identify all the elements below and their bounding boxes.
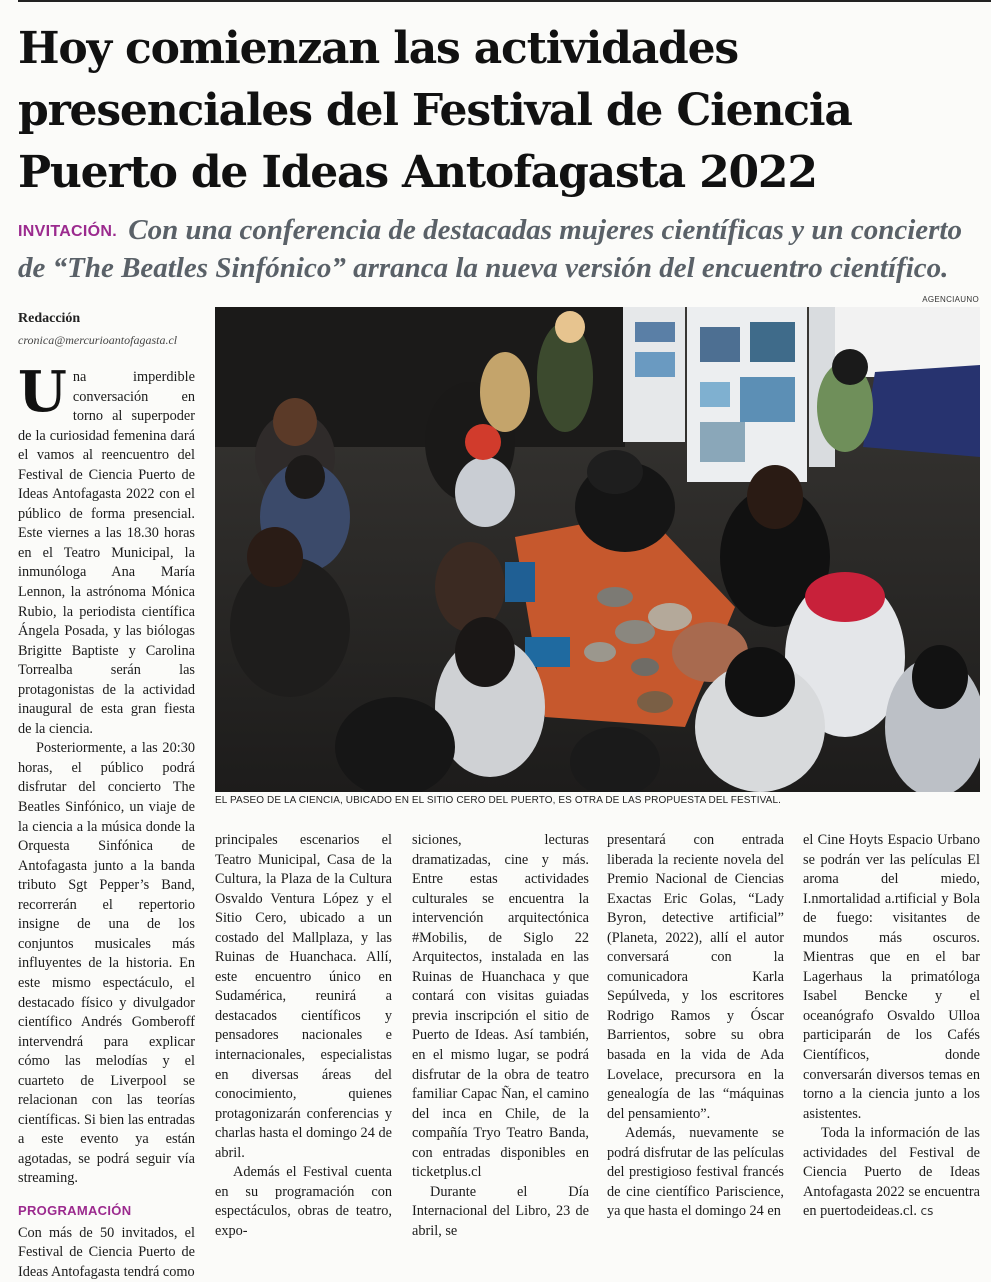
paragraph-7: Toda la información de las actividades del Festival de Ciencia Puerto de Ideas Antofagasta 2022 se encuentra en puertodeideas.cl. cs xyxy=(803,1125,980,1220)
top-rule xyxy=(18,0,991,2)
column-4 xyxy=(607,831,784,1222)
paragraph-3b: principales escenarios el Teatro Municipal, Casa de la Cultura, la Plaza de la Cultura Osvaldo Ventura López y el Sitio Cero, ubicado a un costado del Mallplaza, y las Ruinas de Huanchaca. Allí, este encuentro único en Sudamérica, reunirá a destacados científicos y pensadores nacionales e internacionales, especialistas en diversas áreas del conocimiento, quienes protagonizarán conferencias y charlas hasta el domingo 24 de abril. xyxy=(215,832,392,1161)
paragraph-3a: Con más de 50 invitados, el Festival de Ciencia Puerto de Ideas Antofagasta tendrá como xyxy=(18,1224,195,1280)
photo-credit: AGENCIAUNO xyxy=(922,295,979,304)
paragraph-1: Una imperdible conversación en torno al superpoder de la curiosidad femenina dará el vamos al reencuentro del Festival de Ciencia Puerto de Ideas Antofagasta 2022 con el público de forma presencial. Este viernes a las 18.30 horas en el Teatro Municipal, la inmunóloga Ana María Lennon, la astrónoma Mónica Rubio, la periodista científica Ángela Posada, y las biólogas Brigitte Baptiste y Carolina Torrealba serán las protagonistas de la actividad inaugural de esta gran fiesta de la ciencia. xyxy=(18,359,195,737)
column-2 xyxy=(215,831,392,1241)
end-mark: cs xyxy=(920,1204,934,1219)
article-photo xyxy=(215,307,980,792)
paragraph-4b: siciones, lecturas dramatizadas, cine y más. Entre estas actividades culturales se encuentra la intervención arquitectónica #Mobilis, de Siglo 22 Arquitectos, instalada en las Ruinas de Huanchaca y que contará con visitas guiadas previa inscripción el sitio de Puerto de Ideas. Así también, en el mismo lugar, se podrá disfrutar de la obra de teatro familiar Capac Ñan, el camino del inca en Chile, de la compañía Tryo Teatro Banda, con entradas disponibles en ticketplus.cl xyxy=(412,832,589,1181)
paragraph-6a: Además, nuevamente se podrá disfrutar de las películas del prestigioso festival francés de cine científico Pariscience, ya que hasta el domingo 24 en xyxy=(607,1125,784,1220)
column-3 xyxy=(412,831,589,1241)
dropcap: U xyxy=(18,359,67,425)
subhead-programacion: PROGRAMACIÓN xyxy=(18,1202,132,1218)
byline-email: cronica@mercurioantofagasta.cl xyxy=(18,333,178,347)
column-1 xyxy=(18,359,195,1282)
byline-name: Redacción xyxy=(18,311,81,326)
paragraph-6b: el Cine Hoyts Espacio Urbano se podrán ver las películas El aroma del miedo, I.nmortalidad a.rtificial y Bola de fuego: visitantes de mundos más oscuros. Mientras que en el bar Lagerhaus la primatóloga Isabel Bencke y el oceanógrafo Osvaldo Ulloa participarán de los Cafés Científicos, donde conversarán diversos temas en torno a la ciencia junto a los asistentes. xyxy=(803,832,980,1122)
byline xyxy=(18,311,203,348)
deck-kicker: INVITACIÓN. xyxy=(18,223,118,240)
column-5 xyxy=(803,831,980,1222)
headline: Hoy comienzan las actividades presenciales del Festival de Ciencia Puerto de Ideas Antofagasta 2022 xyxy=(18,23,852,198)
deck-text: Con una conferencia de destacadas mujeres científicas y un concierto de “The Beatles Sinfónico” arranca la nueva versión del encuentro científico. xyxy=(18,214,962,284)
photo-caption: EL PASEO DE LA CIENCIA, UBICADO EN EL SITIO CERO DEL PUERTO, ES OTRA DE LAS PROPUESTA DEL FESTIVAL. xyxy=(215,795,781,806)
paragraph-5a: Durante el Día Internacional del Libro, 23 de abril, se xyxy=(412,1183,589,1239)
photo-illustration xyxy=(215,307,980,792)
deck xyxy=(18,212,978,286)
paragraph-5b: presentará con entrada liberada la reciente novela del Premio Nacional de Ciencias Exactas Eric Golas, “Lady Byron, detective artificial” (Planeta, 2022), allí el autor conversará con la comunicadora Karla Sepúlveda, y los escritores Rodrigo Ramos y Óscar Barrientos, sobre su obra basada en la vida de Ada Lovelace, precursora en la genealogía de las “máquinas del pensamiento”. xyxy=(607,832,784,1122)
paragraph-2: Posteriormente, a las 20:30 horas, el público podrá disfrutar del concierto The Beatles Sinfónico, un viaje de la ciencia a la música donde la Orquesta Sinfónica de Antofagasta junto a la banda tributo Sgt Pepper’s Band, recorrerán el repertorio insigne de una de los conjuntos musicales más influyentes de la historia. En este mismo espectáculo, el destacado físico y divulgador científico Andrés Gomberoff intervendrá para explicar cómo las melodías y el cuarteto de Liverpool se relacionan con las teorías científicas. Si bien las entradas a este evento ya están agotadas, se podrá seguir vía streaming. xyxy=(18,740,195,1187)
paragraph-4a: Además el Festival cuenta en su programación con espectáculos, obras de teatro, expo- xyxy=(215,1164,392,1239)
